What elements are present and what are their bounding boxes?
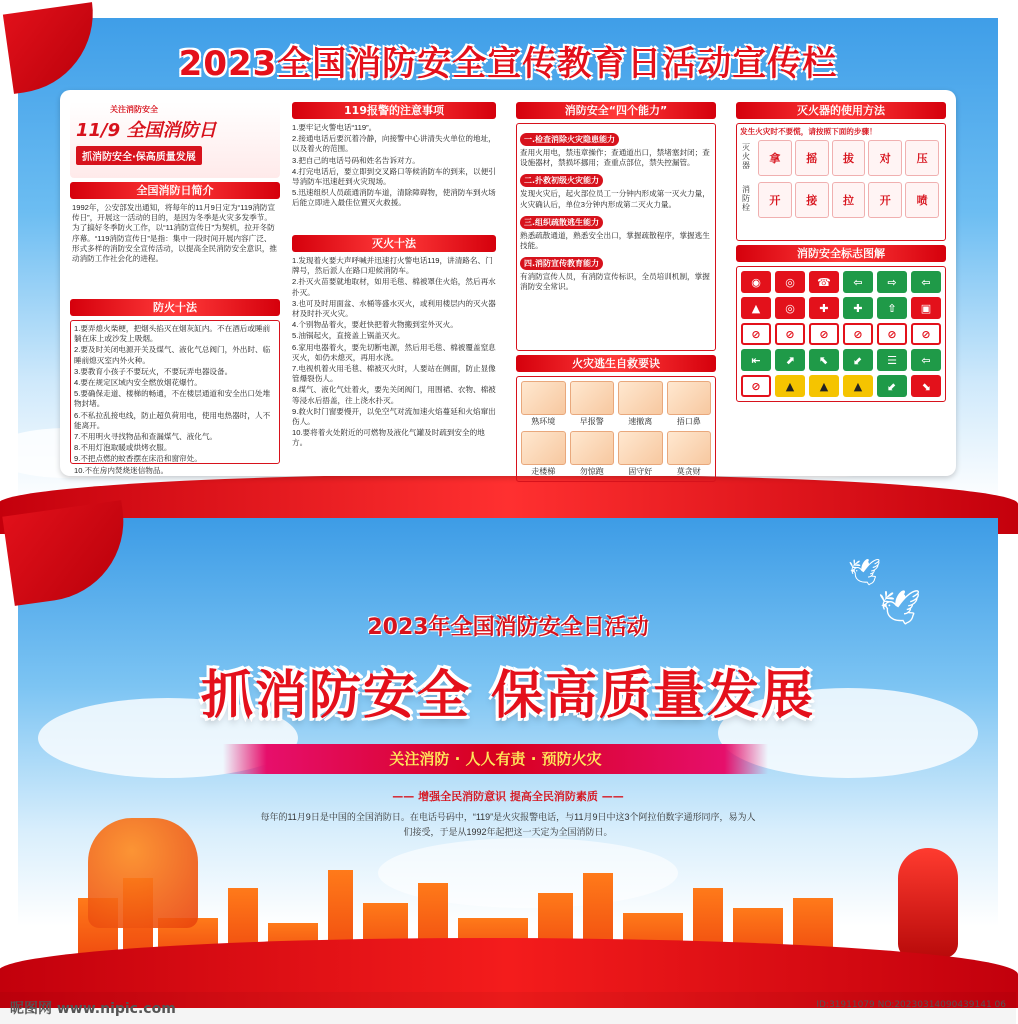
escape-item: [521, 431, 566, 477]
exit-arrow-icon: ⬋: [843, 349, 873, 371]
exit-arrow-icon: ⬈: [775, 349, 805, 371]
escape-label: 早报警: [579, 417, 604, 426]
escape-item: [521, 381, 566, 427]
escape-label: 捂口鼻: [676, 417, 701, 426]
watermark-site: 昵图网 www.nipic.com: [10, 1001, 176, 1017]
date-tag: 关注消防安全: [110, 105, 158, 114]
fire-extinguisher-mascot-icon: [898, 848, 958, 958]
intro-text: 1992年，公安部发出通知，将每年的11月9日定为“119消防宣传日”，开展这一活动的目的，是因为冬季是火灾多发季节。为了搞好冬季防火工作，以“11消防宣传日”为契机，拉开冬防序幕。“119消防宣传日”是指：集中一段时间开展内容广泛、形式多样的消防安全宣传活动，以提高全民消防安全意识，推动消防工作社会化的进程。: [72, 203, 278, 264]
firefighting-item: 7.电视机着火用毛毯、棉被灭火时，人要站在侧面，防止显像管爆裂伤人。: [292, 364, 496, 384]
prevention-item: 9.不把点燃的蚊香摆在床沿和窗帘处。: [74, 454, 202, 464]
escape-illustration: [570, 431, 615, 465]
ladder-icon: ☰: [877, 349, 907, 371]
prevention-item: 5.要确保走道、楼梯的畅通，不在楼层通道和安全出口处堆物封堵。: [74, 389, 271, 409]
no-fire-icon: ⊘: [775, 323, 805, 345]
no-blocking-icon: ⊘: [911, 323, 941, 345]
firefighter-silhouette-icon: [88, 818, 198, 928]
main-slogan: 抓消防安全 保高质量发展: [200, 666, 816, 726]
firefighting-item: 10.要将着火处附近的可燃物及液化气罐及时疏到安全的地方。: [292, 428, 485, 448]
ability-text: 有消防宣传人员，有消防宣传标识，全员培训机制，掌握消防安全常识。: [520, 272, 710, 292]
alarm-item: 1.要牢记火警电话“119”。: [292, 123, 377, 132]
exit-sign-icon: ⇦: [911, 271, 941, 293]
firefighting-item: 5.油锅起火，直接盖上锅盖灭火。: [292, 331, 405, 341]
escape-item: [618, 381, 663, 427]
hydrant-step: 接: [795, 182, 829, 218]
section-head-four-abilities: 消防安全“四个能力”: [516, 102, 716, 119]
escape-illustration: [521, 381, 566, 415]
ability-head: 二.扑救初级火灾能力: [520, 174, 603, 187]
red-flag-decoration: [2, 500, 133, 606]
extinguisher-step: 压: [905, 140, 939, 176]
description-text: 每年的11月9日是中国的全国消防日。在电话号码中，“119”是火灾报警电话，与11月9日中这3个阿拉伯数字通形同序，易为人们接受，于是从1992年起把这一天定为全国消防日。: [260, 812, 756, 837]
hydrant-sign-icon: ✚: [809, 297, 839, 319]
alarm-item: 5.迅速组织人员疏通消防车道，清除障碍物，使消防车到火场后能立即进入最佳位置灭火救援。: [292, 188, 496, 208]
escape-item: [667, 431, 712, 477]
ability-head: 四.消防宣传教育能力: [520, 257, 603, 270]
extinguisher-label: 灭火器: [742, 143, 750, 171]
escape-label: 固守好: [628, 467, 653, 476]
info-board: [60, 90, 956, 476]
warning-flammable-icon: ▲: [775, 375, 805, 397]
safety-route-icon: ⇧: [877, 297, 907, 319]
abilities-box: [516, 123, 716, 351]
escape-grid: [516, 376, 716, 482]
prevention-item: 2.要及时关闭电源开关及煤气、液化气总阀门，外出时、临睡前熄灭室内外火种。: [74, 345, 271, 365]
tag-line: —— 增强全民消防意识 提高全民消防素质 ——: [392, 790, 624, 803]
firefighting-item: 2.扑灭火苗要就地取材，如用毛毯、棉被罩住火焰，然后再水扑灭。: [292, 277, 496, 297]
exit-sign-icon: ⇨: [877, 271, 907, 293]
firefighting-list: [292, 256, 496, 478]
prevention-item: 10.不在房内焚烧迷信物品。: [74, 465, 169, 475]
escape-item: [570, 381, 615, 427]
escape-label: 熟环境: [531, 417, 556, 426]
hydrant-label: 消防栓: [742, 185, 750, 213]
dove-icon: 🕊: [848, 558, 882, 588]
extinguisher-steps: [740, 137, 942, 179]
alarm-item: 2.接通电话后要沉着冷静，向接警中心讲清失火单位的地址，以及着火的范围。: [292, 134, 496, 154]
fire-phone-icon: ☎: [809, 271, 839, 293]
alarm-item: 3.把自己的电话号码和姓名告诉对方。: [292, 155, 420, 165]
escape-illustration: [618, 431, 663, 465]
extinguisher-step: 对: [868, 140, 902, 176]
firefighting-item: 6.家用电器着火，要先切断电源，然后用毛毯、棉被覆盖窒息灭火，如仍未熄灭，再用水浇。: [292, 342, 496, 362]
date-title: 11/9 全国消防日: [76, 120, 217, 141]
warning-electric-icon: ▲: [843, 375, 873, 397]
prevention-item: 7.不用明火寻找物品和查漏煤气、液化气。: [74, 432, 218, 442]
alarm-list: [292, 123, 496, 231]
escape-item: [618, 431, 663, 477]
prevention-item: 1.要弄熄火柴梗，把烟头掐灭在烟灰缸内。不在酒后或睡前躺在床上或沙发上吸烟。: [74, 324, 271, 344]
ability-text: 查用火用电，禁违章操作；查通道出口，禁堵塞封闭；查设施器材，禁损坏挪用；查重点部位，禁失控漏管。: [520, 148, 710, 168]
prevention-item: 4.要在规定区域内安全燃放烟花爆竹。: [74, 378, 202, 388]
slogan-ribbon: 关注消防 · 人人有责 · 预防火灾: [223, 744, 768, 774]
fire-day-header: [70, 102, 280, 178]
hydrant-steps: [740, 179, 942, 221]
warning-explosive-icon: ▲: [809, 375, 839, 397]
alarm-item: 4.打完电话后，要立即到交叉路口等候消防车的到来，以便引导消防车迅速赶到火灾现场。: [292, 166, 496, 187]
no-lighter-icon: ⊘: [877, 323, 907, 345]
firefighting-item: 8.煤气、液化气灶着火，要先关闭阀门，用围裙、衣物、棉被等浸水后捂盖，往上浇水扑灭。: [292, 385, 496, 405]
section-head-firefighting: 灭火十法: [292, 235, 496, 252]
escape-label: 走楼梯: [531, 467, 556, 476]
hydrant-step: 开: [758, 182, 792, 218]
extinguisher-step: 摇: [795, 140, 829, 176]
column-extinguisher: [736, 102, 946, 466]
escape-illustration: [667, 431, 712, 465]
escape-illustration: [521, 431, 566, 465]
prevention-item: 8.不用灯泡取暖或烘烤衣服。: [74, 443, 172, 453]
firefighting-item: 3.也可及时用面盆、水桶等盛水灭火，或利用楼层内的灭火器材及时扑灭火灾。: [292, 298, 496, 319]
prevention-list: [70, 320, 280, 475]
column-four-abilities: [516, 102, 716, 476]
escape-illustration: [570, 381, 615, 415]
exit-sign-icon: ⇦: [843, 271, 873, 293]
fire-extinguisher-sign-icon: ▲: [741, 297, 771, 319]
ability-head: 一.检查消除火灾隐患能力: [520, 133, 619, 146]
no-smoking-icon: ⊘: [741, 375, 771, 397]
exit-arrow-icon: ⬉: [809, 349, 839, 371]
fire-alarm-sign-icon: ◉: [741, 271, 771, 293]
section-head-escape: 火灾逃生自救要诀: [516, 355, 716, 372]
extinguisher-box: [736, 123, 946, 241]
bottom-banner-panel: [18, 518, 998, 998]
escape-item: [667, 381, 712, 427]
hydrant-step: 喷: [905, 182, 939, 218]
watermark-id: ID:31911079 NO:20230314090439141 06: [816, 1000, 1006, 1010]
section-head-alarm: 119报警的注意事项: [292, 102, 496, 119]
section-head-intro: 全国消防日简介: [70, 182, 280, 199]
direction-arrow-icon: ⬊: [911, 375, 941, 397]
no-fireworks-icon: ⊘: [809, 323, 839, 345]
extinguisher-hint: 发生火灾时不要慌，请按照下面的步骤！: [740, 127, 877, 136]
ability-head: 三.组织疏散逃生能力: [520, 216, 603, 229]
escape-illustration: [618, 381, 663, 415]
no-flammables-icon: ⊘: [843, 323, 873, 345]
exit-arrow-icon: ⬋: [877, 375, 907, 397]
hydrant-step: 拉: [832, 182, 866, 218]
ability-text: 发现火灾后，起火部位员工一分钟内形成第一灭火力量，火灾确认后，单位3分钟内形成第二灭火力量。: [520, 189, 710, 209]
section-head-extinguisher: 灭火器的使用方法: [736, 102, 946, 119]
extinguisher-step: 拔: [832, 140, 866, 176]
prevention-item: 3.要教育小孩子不要玩火，不要玩弄电器设备。: [74, 366, 233, 376]
escape-illustration: [667, 381, 712, 415]
firefighting-item: 4.个别物品着火，要赶快把着火物搬到室外灭火。: [292, 320, 458, 330]
fire-pump-sign-icon: ▣: [911, 297, 941, 319]
hydrant-step: 开: [868, 182, 902, 218]
escape-item: [570, 431, 615, 477]
section-head-prevention: 防火十法: [70, 299, 280, 316]
dove-icon: 🕊: [878, 588, 922, 628]
extinguisher-step: 拿: [758, 140, 792, 176]
firefighting-item: 1.发现着火要大声呼喊并迅速打火警电话119，讲清路名、门牌号，然后派人在路口迎候消防车。: [292, 256, 493, 276]
safety-signs-grid: [736, 266, 946, 402]
escape-label: 速撤离: [628, 417, 653, 426]
safety-route-icon: ✚: [843, 297, 873, 319]
no-smoking-icon: ⊘: [741, 323, 771, 345]
alarm-bell-icon: ◎: [775, 271, 805, 293]
exit-arrow-icon: ⇤: [741, 349, 771, 371]
escape-label: 勿惊跑: [579, 467, 604, 476]
exit-arrow-icon: ⇦: [911, 349, 941, 371]
escape-label: 莫贪财: [676, 467, 701, 476]
prevention-item: 6.不私拉乱接电线，防止超负荷用电，使用电热器时，人不能离开。: [74, 410, 271, 430]
section-head-signs: 消防安全标志图解: [736, 245, 946, 262]
fire-hose-sign-icon: ◎: [775, 297, 805, 319]
column-fire-day: [70, 102, 280, 475]
date-subtitle: 抓消防安全·保高质量发展: [76, 146, 202, 165]
column-alarm: [292, 102, 496, 466]
ability-text: 熟悉疏散通道，熟悉安全出口，掌握疏散程序，掌握逃生技能。: [520, 230, 710, 251]
event-subtitle: 2023年全国消防安全日活动: [367, 615, 649, 640]
main-title: 2023全国消防安全宣传教育日活动宣传栏: [178, 44, 838, 84]
firefighting-item: 9.救火时门窗要慢开，以免空气对流加速火焰蔓延和火焰窜出伤人。: [292, 406, 496, 427]
top-banner-panel: [18, 18, 998, 504]
